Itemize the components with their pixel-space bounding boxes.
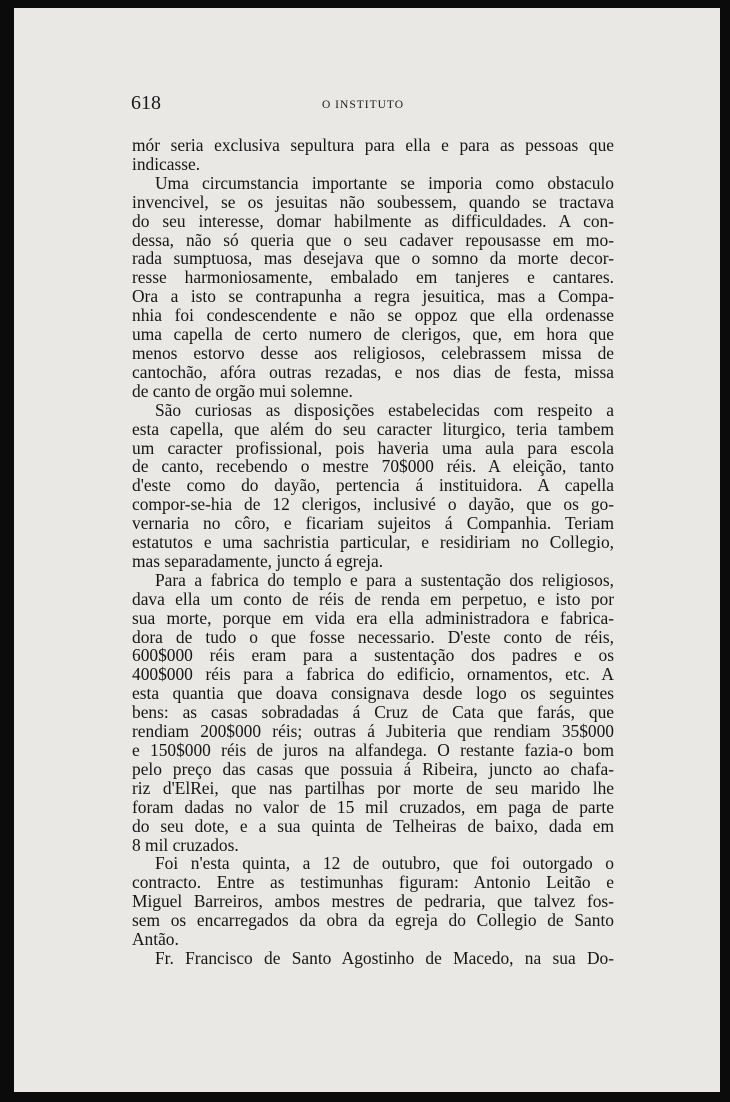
text-line: mór seria exclusiva sepultura para ella e para as pessoas que	[132, 135, 614, 155]
text-line: Foi n'esta quinta, a 12 de outubro, que foi outorgado o	[155, 853, 614, 874]
text-line: sem os encarregados da obra da egreja do Collegio de Santo	[132, 910, 614, 931]
text-line: pelo preço das casas que possuia á Ribeira, juncto ao chafa-	[132, 758, 614, 779]
body-text	[132, 136, 614, 968]
text-line: dessa, não só queria que o seu cadaver repousasse em mo-	[132, 229, 614, 250]
text-line: estatutos e uma sachristia particular, e residiriam no Collegio,	[132, 532, 614, 553]
text-line: rendiam 200$000 réis; outras á Jubiteria que rendiam 35$000	[132, 721, 614, 742]
text-line: invencivel, se os jesuitas não soubessem, quando se tractava	[132, 191, 614, 212]
text-line: compor-se-hia de 12 clerigos, inclusivé o dayão, que os go-	[132, 494, 614, 515]
text-line: um caracter profissional, pois haveria uma aula para escola	[132, 437, 614, 458]
text-line: de canto, recebendo o mestre 70$000 réis. A eleição, tanto	[132, 456, 614, 477]
text-line: d'este como do dayão, pertencia á instituidora. A capella	[132, 475, 614, 496]
text-line: cantochão, afóra outras rezadas, e nos dias de festa, missa	[132, 361, 614, 382]
text-line: 400$000 réis para a fabrica do edificio, ornamentos, etc. A	[132, 664, 614, 685]
text-line: rada sumptuosa, mas desejava que o somno da morte decor-	[132, 248, 614, 269]
text-line: Para a fabrica do templo e para a sustentação dos religiosos,	[155, 569, 614, 590]
text-line: esta quantia que doava consignava desde logo os seguintes	[132, 683, 614, 704]
text-line: contracto. Entre as testimunhas figuram: Antonio Leitão e	[132, 872, 614, 893]
text-line: Ora a isto se contrapunha a regra jesuitica, mas a Compa-	[132, 286, 614, 307]
text-line: mas separadamente, juncto á egreja.	[132, 550, 384, 571]
text-line: vernaria no côro, e ficariam sujeitos á Companhia. Teriam	[132, 513, 614, 534]
text-line: dava ella um conto de réis de renda em perpetuo, e isto por	[132, 588, 614, 609]
text-line: riz d'ElRei, que nas partilhas por morte de seu marido lhe	[132, 777, 614, 798]
text-line: Uma circumstancia importante se imporia como obstaculo	[155, 172, 614, 193]
text-line: foram dadas no valor de 15 mil cruzados, em paga de parte	[132, 796, 614, 817]
text-line: São curiosas as disposições estabelecidas com respeito a	[155, 399, 614, 420]
text-line: nhia foi condescendente e não se oppoz que ella ordenasse	[132, 305, 614, 326]
text-line: bens: as casas sobradadas á Cruz de Cata que farás, que	[132, 702, 614, 723]
text-line: do seu dote, e a sua quinta de Telheiras de baixo, dada em	[132, 815, 614, 836]
text-line: 8 mil cruzados.	[132, 834, 239, 855]
text-line: indicasse.	[132, 153, 201, 174]
text-line: Fr. Francisco de Santo Agostinho de Macedo, na sua Do-	[155, 947, 614, 968]
text-line: do seu interesse, domar habilmente as difficuldades. A con-	[132, 210, 614, 231]
text-line: dora de tudo o que fosse necessario. D'este conto de réis,	[132, 626, 614, 647]
text-line: uma capella de certo numero de clerigos, que, em hora que	[132, 324, 614, 345]
text-line: Miguel Barreiros, ambos mestres de pedraria, que talvez fos-	[132, 891, 614, 912]
text-line: sua morte, porque em vida era ella administradora e fabrica-	[132, 607, 614, 628]
page-number: 618	[131, 92, 161, 114]
text-line: 600$000 réis eram para a sustentação dos padres e os	[132, 645, 614, 666]
text-line: resse harmoniosamente, embalado em tanjeres e cantares.	[132, 267, 614, 288]
text-line: e 150$000 réis de juros na alfandega. O restante fazia-o bom	[132, 740, 614, 760]
text-line: esta capella, que além do seu caracter liturgico, teria tambem	[132, 418, 614, 439]
text-line: Antão.	[132, 929, 179, 950]
book-page	[14, 8, 720, 1092]
text-line: de canto de orgão mui solemne.	[132, 380, 353, 401]
running-title: O INSTITUTO	[322, 99, 405, 111]
text-line: menos estorvo desse aos religiosos, celebrassem missa de	[132, 342, 614, 363]
